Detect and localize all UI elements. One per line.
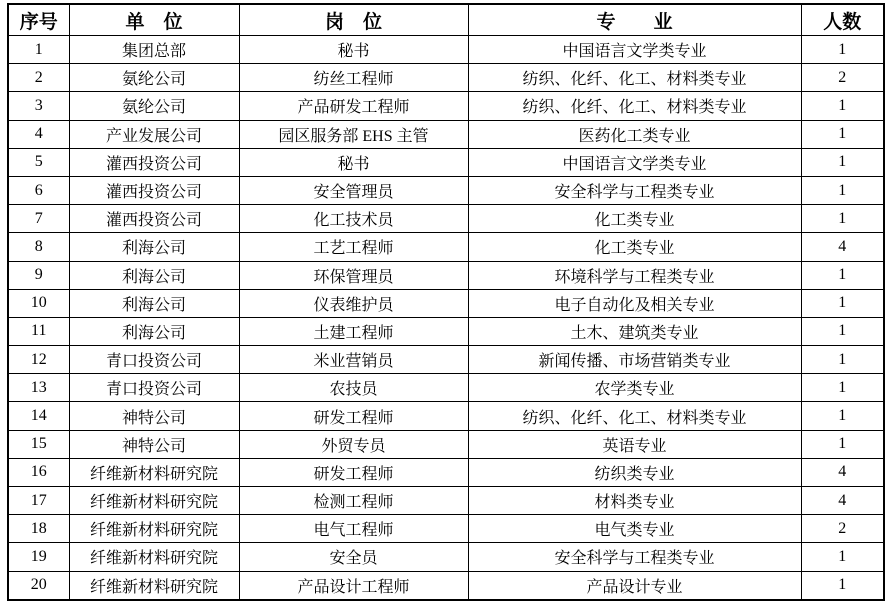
header-major: 专 业 [468, 4, 801, 36]
cell-unit: 青口投资公司 [69, 374, 239, 402]
cell-unit: 纤维新材料研究院 [69, 571, 239, 600]
table-row [8, 92, 884, 120]
cell-count: 1 [801, 289, 884, 317]
cell-unit: 神特公司 [69, 430, 239, 458]
cell-count: 1 [801, 317, 884, 345]
cell-count: 2 [801, 515, 884, 543]
cell-major: 纺织、化纤、化工、材料类专业 [468, 92, 801, 120]
cell-count: 1 [801, 36, 884, 64]
table-row [8, 233, 884, 261]
table-body [8, 36, 884, 601]
cell-unit: 灌西投资公司 [69, 148, 239, 176]
cell-count: 1 [801, 176, 884, 204]
header-seq: 序号 [8, 4, 69, 36]
cell-seq: 15 [8, 430, 69, 458]
cell-major: 医药化工类专业 [468, 120, 801, 148]
cell-seq: 11 [8, 317, 69, 345]
table-row [8, 36, 884, 64]
cell-position: 安全管理员 [239, 176, 468, 204]
recruitment-table [7, 3, 885, 601]
cell-major: 化工类专业 [468, 233, 801, 261]
cell-seq: 14 [8, 402, 69, 430]
cell-count: 1 [801, 92, 884, 120]
cell-seq: 7 [8, 205, 69, 233]
cell-major: 环境科学与工程类专业 [468, 261, 801, 289]
header-unit: 单 位 [69, 4, 239, 36]
table-header [8, 4, 884, 36]
table-row [8, 317, 884, 345]
cell-major: 土木、建筑类专业 [468, 317, 801, 345]
cell-unit: 利海公司 [69, 261, 239, 289]
table-row [8, 571, 884, 600]
cell-seq: 13 [8, 374, 69, 402]
cell-count: 4 [801, 487, 884, 515]
cell-seq: 8 [8, 233, 69, 261]
table-row [8, 402, 884, 430]
cell-position: 秘书 [239, 148, 468, 176]
table-row [8, 120, 884, 148]
header-position: 岗 位 [239, 4, 468, 36]
cell-major: 纺织类专业 [468, 458, 801, 486]
recruitment-table-container [7, 3, 885, 601]
cell-seq: 1 [8, 36, 69, 64]
cell-position: 电气工程师 [239, 515, 468, 543]
cell-unit: 灌西投资公司 [69, 176, 239, 204]
cell-seq: 12 [8, 346, 69, 374]
cell-count: 1 [801, 120, 884, 148]
table-row [8, 64, 884, 92]
cell-unit: 产业发展公司 [69, 120, 239, 148]
cell-unit: 氨纶公司 [69, 64, 239, 92]
table-row [8, 346, 884, 374]
cell-seq: 3 [8, 92, 69, 120]
cell-seq: 6 [8, 176, 69, 204]
cell-count: 1 [801, 148, 884, 176]
cell-unit: 集团总部 [69, 36, 239, 64]
table-row [8, 374, 884, 402]
cell-unit: 利海公司 [69, 233, 239, 261]
cell-seq: 4 [8, 120, 69, 148]
cell-count: 1 [801, 402, 884, 430]
cell-position: 产品研发工程师 [239, 92, 468, 120]
cell-seq: 19 [8, 543, 69, 571]
table-row [8, 176, 884, 204]
table-row [8, 458, 884, 486]
cell-count: 1 [801, 571, 884, 600]
cell-major: 中国语言文学类专业 [468, 36, 801, 64]
cell-count: 2 [801, 64, 884, 92]
cell-position: 环保管理员 [239, 261, 468, 289]
cell-count: 1 [801, 430, 884, 458]
cell-seq: 9 [8, 261, 69, 289]
cell-position: 研发工程师 [239, 402, 468, 430]
cell-major: 化工类专业 [468, 205, 801, 233]
cell-position: 化工技术员 [239, 205, 468, 233]
table-row [8, 487, 884, 515]
cell-seq: 5 [8, 148, 69, 176]
cell-position: 园区服务部 EHS 主管 [239, 120, 468, 148]
cell-seq: 2 [8, 64, 69, 92]
cell-position: 工艺工程师 [239, 233, 468, 261]
cell-seq: 16 [8, 458, 69, 486]
table-row [8, 205, 884, 233]
cell-seq: 10 [8, 289, 69, 317]
cell-position: 纺丝工程师 [239, 64, 468, 92]
cell-count: 4 [801, 233, 884, 261]
cell-major: 农学类专业 [468, 374, 801, 402]
cell-position: 检测工程师 [239, 487, 468, 515]
cell-unit: 纤维新材料研究院 [69, 543, 239, 571]
cell-major: 新闻传播、市场营销类专业 [468, 346, 801, 374]
cell-unit: 纤维新材料研究院 [69, 515, 239, 543]
cell-count: 1 [801, 543, 884, 571]
cell-count: 1 [801, 261, 884, 289]
cell-major: 产品设计专业 [468, 571, 801, 600]
cell-unit: 神特公司 [69, 402, 239, 430]
table-row [8, 430, 884, 458]
cell-seq: 20 [8, 571, 69, 600]
table-row [8, 515, 884, 543]
cell-position: 农技员 [239, 374, 468, 402]
cell-major: 电子自动化及相关专业 [468, 289, 801, 317]
table-row [8, 261, 884, 289]
cell-position: 研发工程师 [239, 458, 468, 486]
cell-count: 1 [801, 374, 884, 402]
cell-major: 英语专业 [468, 430, 801, 458]
cell-position: 土建工程师 [239, 317, 468, 345]
table-row [8, 289, 884, 317]
cell-unit: 氨纶公司 [69, 92, 239, 120]
cell-unit: 纤维新材料研究院 [69, 458, 239, 486]
header-row [8, 4, 884, 36]
cell-unit: 青口投资公司 [69, 346, 239, 374]
cell-position: 秘书 [239, 36, 468, 64]
cell-major: 材料类专业 [468, 487, 801, 515]
cell-position: 产品设计工程师 [239, 571, 468, 600]
cell-major: 安全科学与工程类专业 [468, 176, 801, 204]
cell-unit: 纤维新材料研究院 [69, 487, 239, 515]
table-row [8, 543, 884, 571]
cell-position: 安全员 [239, 543, 468, 571]
cell-position: 外贸专员 [239, 430, 468, 458]
cell-unit: 利海公司 [69, 289, 239, 317]
cell-position: 仪表维护员 [239, 289, 468, 317]
cell-count: 1 [801, 205, 884, 233]
cell-major: 纺织、化纤、化工、材料类专业 [468, 402, 801, 430]
cell-major: 纺织、化纤、化工、材料类专业 [468, 64, 801, 92]
cell-major: 安全科学与工程类专业 [468, 543, 801, 571]
header-count: 人数 [801, 4, 884, 36]
cell-seq: 18 [8, 515, 69, 543]
cell-seq: 17 [8, 487, 69, 515]
cell-position: 米业营销员 [239, 346, 468, 374]
cell-major: 电气类专业 [468, 515, 801, 543]
cell-unit: 利海公司 [69, 317, 239, 345]
cell-unit: 灌西投资公司 [69, 205, 239, 233]
table-row [8, 148, 884, 176]
cell-major: 中国语言文学类专业 [468, 148, 801, 176]
cell-count: 4 [801, 458, 884, 486]
cell-count: 1 [801, 346, 884, 374]
